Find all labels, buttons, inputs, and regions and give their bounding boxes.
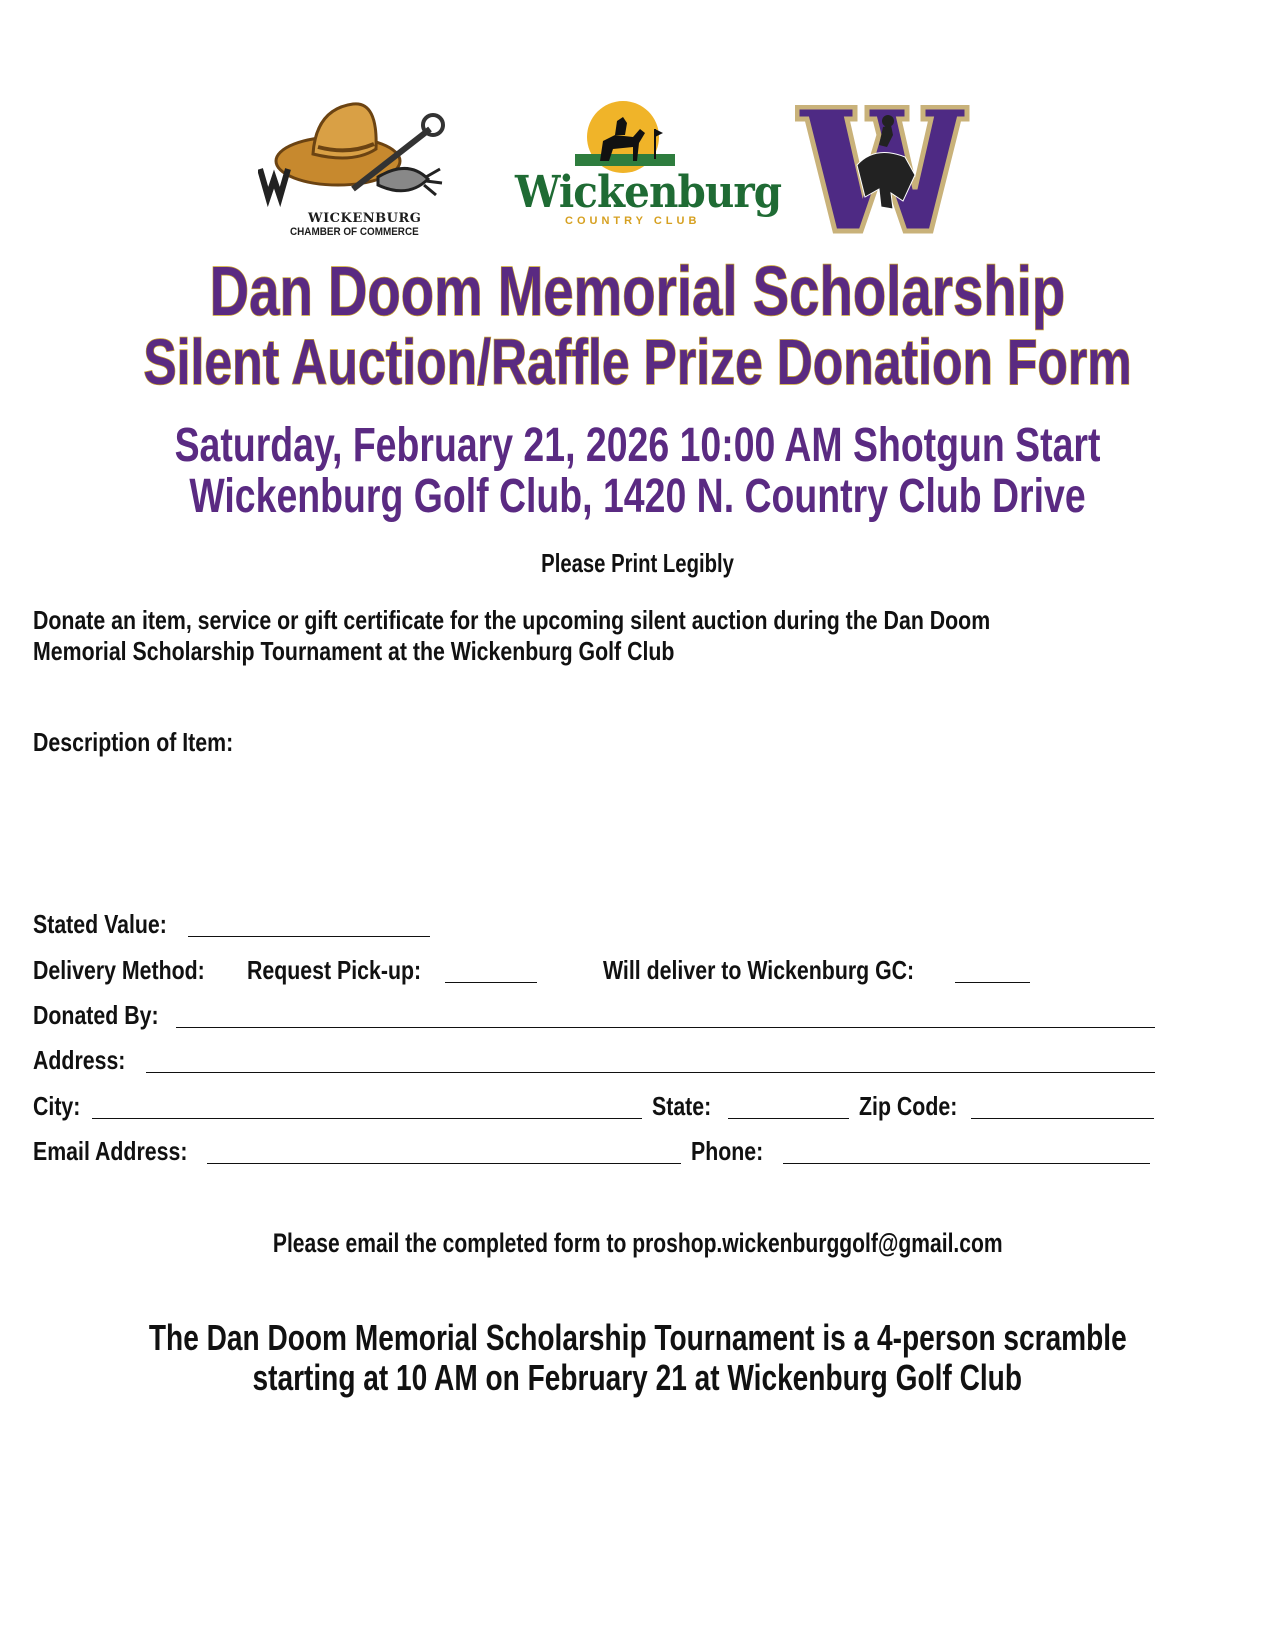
phone-field[interactable] — [783, 1163, 1150, 1164]
state-label: State: — [652, 1091, 712, 1121]
country-club-name: Wickenburg — [515, 167, 782, 218]
donated-by-field[interactable] — [176, 1027, 1155, 1028]
address-label: Address: — [33, 1045, 126, 1075]
event-location: Wickenburg Golf Club, 1420 N. Country Club Drive — [189, 470, 1086, 523]
delivery-method-label: Delivery Method: — [33, 955, 205, 985]
city-field[interactable] — [92, 1118, 642, 1119]
state-field[interactable] — [728, 1118, 849, 1119]
email-instruction: Please email the completed form to proshop.wickenburggolf@gmail.com — [272, 1228, 1003, 1258]
stated-value-field[interactable] — [188, 936, 430, 937]
intro-line-1: Donate an item, service or gift certificate for the upcoming silent auction during the Dan Doom — [33, 605, 991, 635]
closing-statement — [0, 1318, 1275, 1398]
closing-line-2: starting at 10 AM on February 21 at Wickenburg Golf Club — [252, 1357, 1023, 1398]
address-field[interactable] — [146, 1072, 1155, 1073]
email-label: Email Address: — [33, 1136, 188, 1166]
intro-paragraph — [33, 605, 1233, 667]
zip-field[interactable] — [971, 1118, 1154, 1119]
w-bronc-rider-logo — [795, 105, 970, 235]
chamber-of-commerce-logo — [258, 89, 468, 239]
description-label: Description of Item: — [33, 727, 234, 757]
intro-line-2: Memorial Scholarship Tournament at the Wickenburg Golf Club — [33, 636, 675, 666]
deliver-label: Will deliver to Wickenburg GC: — [603, 955, 915, 985]
zip-label: Zip Code: — [859, 1091, 958, 1121]
event-date: Saturday, February 21, 2026 10:00 AM Shotgun Start — [174, 419, 1101, 472]
email-field[interactable] — [207, 1163, 681, 1164]
closing-line-1: The Dan Doom Memorial Scholarship Tournament is a 4-person scramble — [148, 1317, 1127, 1358]
chamber-logo-line1: WICKENBURG — [308, 211, 422, 226]
page-subtitle: Silent Auction/Raffle Prize Donation Form — [143, 326, 1132, 398]
print-note: Please Print Legibly — [541, 548, 734, 578]
school-w-logo — [795, 105, 970, 235]
donated-by-label: Donated By: — [33, 1000, 159, 1030]
city-label: City: — [33, 1091, 81, 1121]
phone-label: Phone: — [691, 1136, 764, 1166]
logo-row — [0, 85, 1275, 245]
cowboy-hat-spur-icon — [258, 89, 468, 214]
stated-value-label: Stated Value: — [33, 909, 167, 939]
country-club-logo — [505, 99, 782, 229]
pickup-field[interactable] — [445, 982, 537, 983]
page-title: Dan Doom Memorial Scholarship — [209, 252, 1066, 330]
deliver-field[interactable] — [955, 982, 1030, 983]
chamber-logo-line2: CHAMBER OF COMMERCE — [290, 226, 419, 238]
pickup-label: Request Pick-up: — [247, 955, 422, 985]
country-club-sub: COUNTRY CLUB — [565, 215, 701, 227]
